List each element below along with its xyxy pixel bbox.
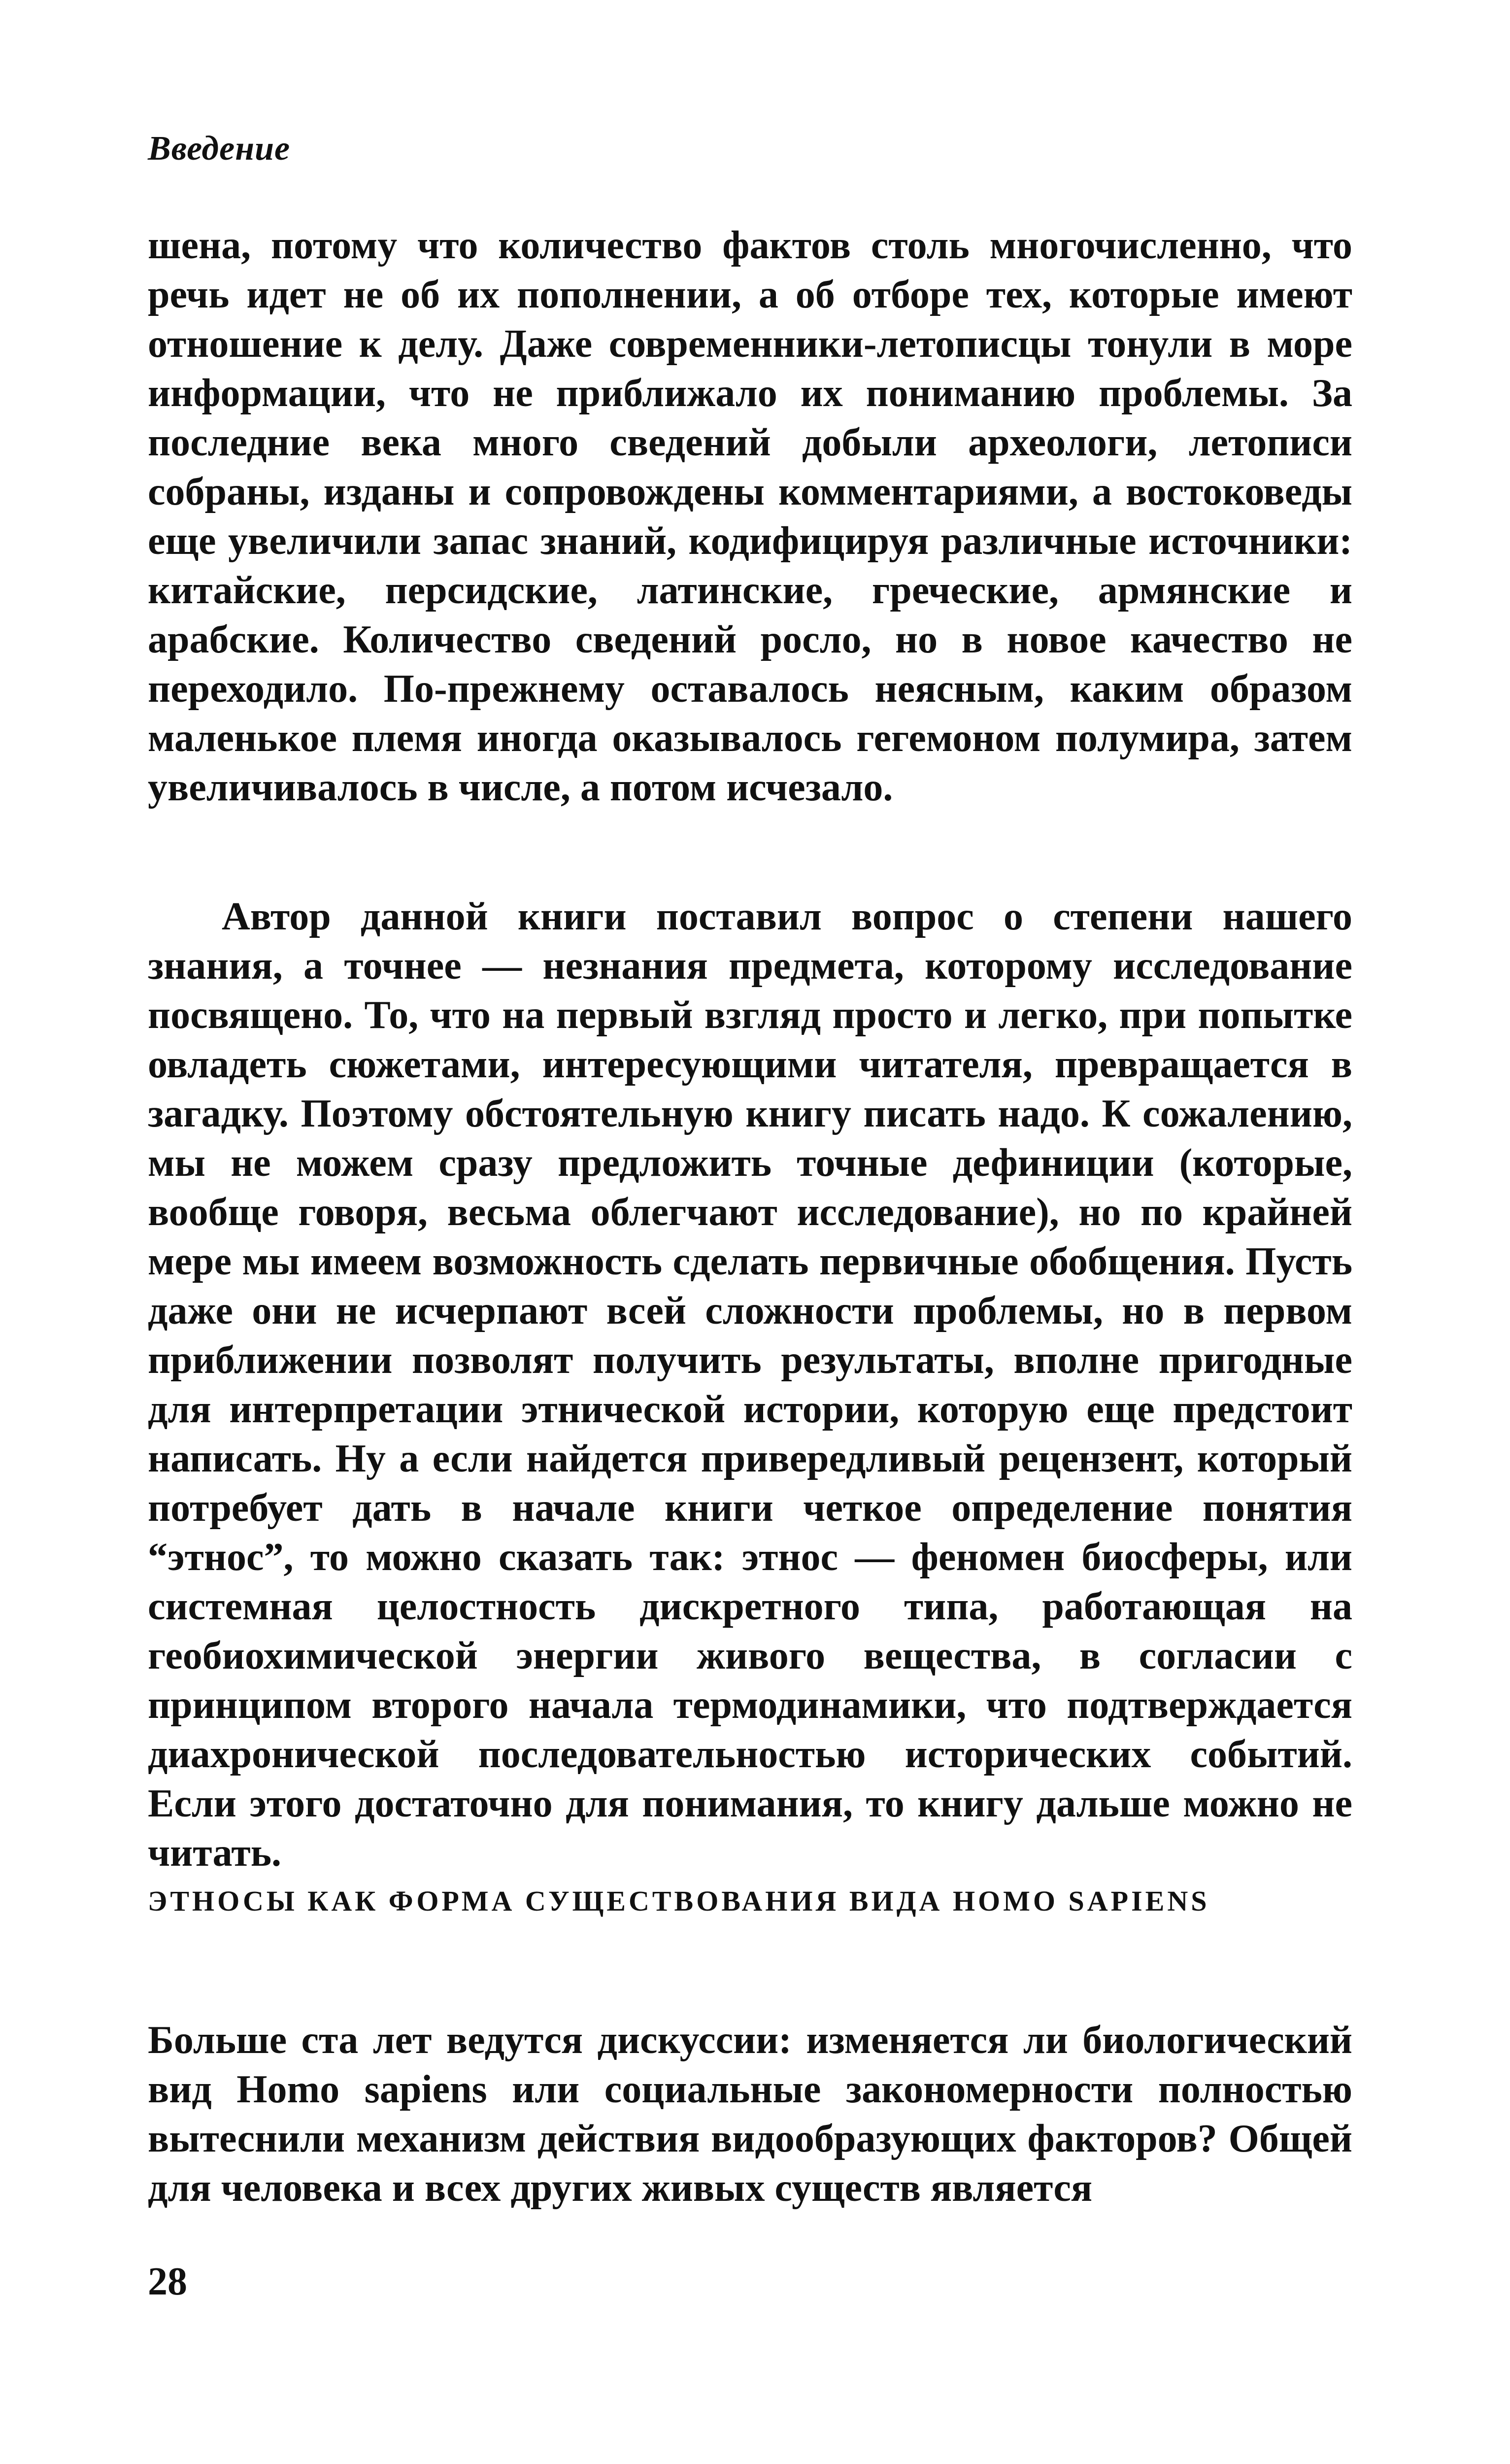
paragraph-section-start: Больше ста лет ведутся дискуссии: изменяется ли биологический вид Homo sapiens или социальные закономерности полностью вытеснили механизм действия видообразующих факторов? Общей для человека и всех других живых существ является [148,2019,1352,2210]
paragraph-continued: шена, потому что количество фактов столь многочисленно, что речь идет не об их пополнении, а об отборе тех, которые имеют отношение к делу. Даже современники-летописцы тонули в море информации, что не приближало их пониманию проблемы. За последние века много сведений добыли археологи, летописи собраны, изданы и сопровождены комментариями, а востоковеды еще увеличили запас знаний, кодифицируя различные источники: китайские, персидские, латинские, греческие, армянские и арабские. Количество сведений росло, но в новое качество не переходило. По-прежнему оставалось неясным, каким образом маленькое племя иногда оказывалось гегемоном полумира, затем увеличивалось в числе, а потом исчезало. [148,224,1352,809]
section-heading: ЭТНОСЫ КАК ФОРМА СУЩЕСТВОВАНИЯ ВИДА HOMO SAPIENS [148,1885,1210,1917]
page-number: 28 [148,2260,187,2303]
running-head: Введение [148,130,291,168]
paragraph-author-question: Автор данной книги поставил вопрос о степени нашего знания, а точнее — незнания предмета, которому исследование посвящено. То, что на первый взгляд просто и легко, при попытке овладеть сюжетами, интересующими читателя, превращается в загадку. Поэтому обстоятельную книгу писать надо. К сожалению, мы не можем сразу предложить точные дефиниции (которые, вообще говоря, весьма облегчают исследование), но по крайней мере мы имеем возможность сделать первичные обобщения. Пусть даже они не исчерпают всей сложности проблемы, но в первом приближении позволят получить результаты, вполне пригодные для интерпретации этнической истории, которую еще предстоит написать. Ну а если найдется привередливый рецензент, который потребует дать в начале книги четкое определение понятия “этнос”, то можно сказать так: этнос — феномен биосферы, или системная целостность дискретного типа, работающая на геобиохимической энергии живого вещества, в согласии с принципом второго начала термодинамики, что подтверждается диахронической последовательностью исторических событий. Если этого достаточно для понимания, то книгу дальше можно не читать. [148,895,1352,1875]
